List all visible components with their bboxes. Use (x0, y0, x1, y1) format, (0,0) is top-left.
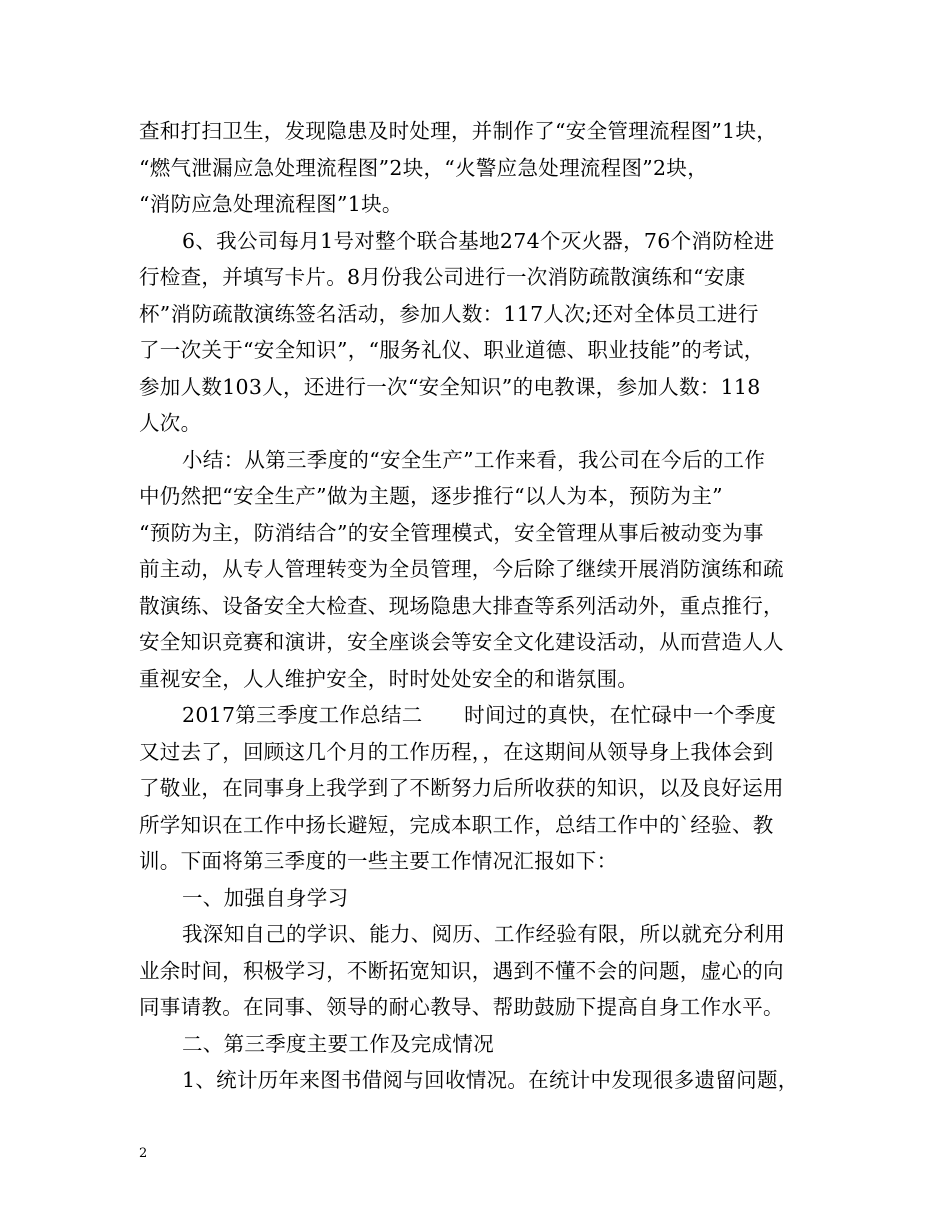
text-line: “燃气泄漏应急处理流程图”2块，“火警应急处理流程图”2块， (139, 156, 709, 180)
section-heading: 二、第三季度主要工作及完成情况 (182, 1032, 494, 1056)
text-line: 又过去了，回顾这几个月的工作历程，，在这期间从领导身上我体会到 (139, 740, 774, 764)
text-line: 我深知自己的学识、能力、阅历、工作经验有限，所以就充分利用 (182, 922, 786, 946)
section-heading: 一、加强自身学习 (182, 886, 349, 910)
text-line: 杯”消防疏散演练签名活动，参加人数：117人次;还对全体员工进行 (139, 302, 759, 326)
text-line: 中仍然把“安全生产”做为主题，逐步推行“以人为本，预防为主” (139, 484, 723, 508)
text-line: “消防应急处理流程图”1块。 (139, 192, 403, 216)
text-line: 2017第三季度工作总结二 时间过的真快，在忙碌中一个季度 (182, 703, 777, 727)
text-line: 业余时间，积极学习，不断拓宽知识，遇到不懂不会的问题，虚心的向 (139, 959, 784, 983)
text-line: 了敬业，在同事身上我学到了不断努力后所收获的知识，以及良好运用 (139, 776, 784, 800)
text-line: 安全知识竞赛和演讲，安全座谈会等安全文化建设活动，从而营造人人 (139, 630, 784, 654)
text-line: 前主动，从专人管理转变为全员管理，今后除了继续开展消防演练和疏 (139, 557, 784, 581)
text-line: 训。下面将第三季度的一些主要工作情况汇报如下： (139, 849, 618, 873)
text-line: 了一次关于“安全知识”，“服务礼仪、职业道德、职业技能”的考试， (139, 338, 765, 362)
text-line: 同事请教。在同事、领导的耐心教导、帮助鼓励下提高自身工作水平。 (139, 995, 784, 1019)
text-line: 1、统计历年来图书借阅与回收情况。在统计中发现很多遗留问题， (182, 1068, 799, 1092)
text-line: 散演练、设备安全大检查、现场隐患大排查等系列活动外，重点推行， (139, 594, 784, 618)
text-line: 小结：从第三季度的“安全生产”工作来看，我公司在今后的工作 (182, 448, 766, 472)
text-line: 重视安全，人人维护安全，时时处处安全的和谐氛围。 (139, 667, 639, 691)
text-line: 所学知识在工作中扬长避短，完成本职工作，总结工作中的`经验、教 (139, 813, 774, 837)
page-number: 2 (139, 1146, 148, 1161)
text-line: 行检查，并填写卡片。8月份我公司进行一次消防疏散演练和“安康 (139, 265, 746, 289)
text-line: 参加人数103人，还进行一次“安全知识”的电教课，参加人数：118 (139, 375, 761, 399)
text-line: 人次。 (139, 411, 202, 435)
text-line: 6、我公司每月1号对整个联合基地274个灭火器，76个消防栓进 (182, 229, 775, 253)
text-line: “预防为主，防消结合”的安全管理模式，安全管理从事后被动变为事 (139, 521, 764, 545)
text-line: 查和打扫卫生，发现隐患及时处理，并制作了“安全管理流程图”1块， (139, 119, 778, 143)
